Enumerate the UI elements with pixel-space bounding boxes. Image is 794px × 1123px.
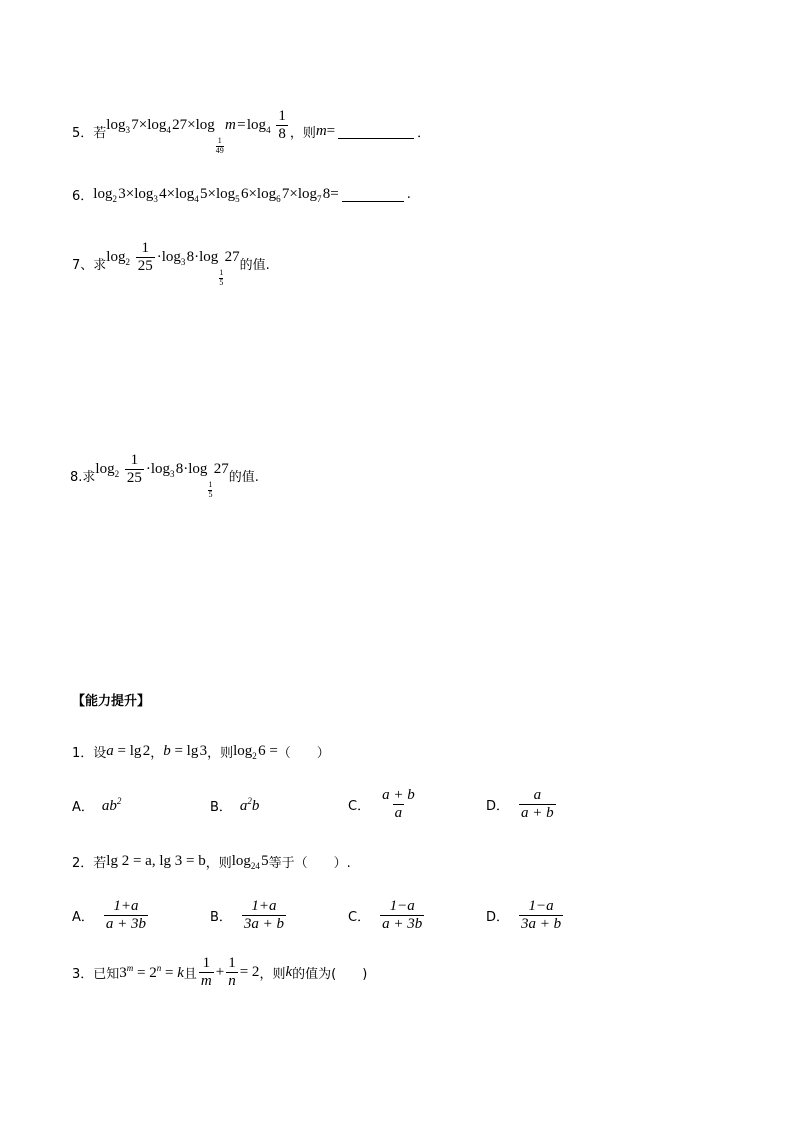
q8-expression: $\log_2$ $\frac{1}{25}$ $\cdot\log_3$ 8·log $\frac{1}{5}$ 27 (95, 452, 229, 499)
q5-then: ，则 (289, 126, 316, 142)
question-5: 5． 若 $\log_3$ $7\times\log_4$ 27×log $\frac{1}{49}$ m = $\log_4$ $\frac{1}{8}$ ，则 m = ． (72, 108, 431, 155)
practice-3: 3．已知 $3^m = 2^n = k$ 且 $\frac{1}{m}$ + $\frac{1}{n}$ = 2 ，则 k 的值为( ) (72, 955, 368, 990)
q7-expression: $\log_2$ $\frac{1}{25}$ $\cdot\log_3$ 8·log $\frac{1}{5}$ 27 (106, 240, 240, 287)
p1-option-c[interactable]: C． $\frac{a + b}{a}$ (348, 787, 415, 822)
q5-number: 5． (72, 126, 94, 142)
section-title: 【能力提升】 (72, 694, 151, 709)
q6-answer-blank[interactable] (342, 187, 404, 202)
p1-option-a[interactable]: A． $ab^2$ (72, 796, 122, 815)
q5-expression: $\log_3$ $7\times\log_4$ 27×log $\frac{1}{49}$ m = $\log_4$ $\frac{1}{8}$ (106, 108, 286, 155)
q6-expression: $\log_2$ $3\times\log_3$ $4\times\log_4$ $5\times\log_5$ $6\times\log_6$ $7\times\log_7$ 8 (93, 185, 331, 204)
q5-fraction: $\frac{1}{8}$ (278, 108, 286, 143)
q6-number: 6． (72, 189, 94, 204)
p1-condition: a = lg 2 (106, 743, 151, 759)
times-sign: × (289, 185, 298, 202)
p2-option-a[interactable]: A． $\frac{1+a}{a + 3b}$ (72, 898, 147, 933)
q8-number: 8.求 (70, 470, 96, 486)
question-6: 6． $\log_2$ $3\times\log_3$ $4\times\log_4$ $5\times\log_5$ $6\times\log_6$ $7\times\log_7$ 8 = . (72, 185, 411, 204)
q8-tail: 的值. (228, 470, 259, 486)
q5-answer-blank[interactable] (338, 124, 414, 139)
times-sign: × (166, 185, 176, 202)
q5-prefix: 若 (93, 126, 107, 142)
practice-2: 2．若 lg 2 = a, lg 3 = b ，则 $\log_{24}$ 5 等于（ ）. (72, 852, 351, 871)
q7-tail: 的值. (239, 258, 270, 274)
question-7 (72, 240, 270, 288)
p2-option-b[interactable]: B． $\frac{1+a}{3a + b}$ (210, 898, 285, 933)
p3-condition: $3^m = 2^n = k$ (119, 963, 184, 982)
p2-option-c[interactable]: C． $\frac{1-a}{a + 3b}$ (348, 898, 423, 933)
times-sign: × (125, 185, 135, 202)
practice-1: 1．设 a = lg 2 ， b = lg 3 ，则 $\log_2$ 6 = （ ） (72, 742, 330, 761)
q7-number: 7、求 (72, 258, 107, 274)
times-sign: × (248, 185, 257, 202)
times-sign: × (207, 185, 216, 202)
p1-option-b[interactable]: B． $a^2b$ (210, 796, 260, 815)
question-8 (70, 452, 259, 500)
p1-option-d[interactable]: D． $\frac{a}{a + b}$ (486, 787, 554, 822)
p2-option-d[interactable]: D． $\frac{1-a}{3a + b}$ (486, 898, 562, 933)
p2-condition: lg 2 = a, lg 3 = b (106, 853, 206, 869)
